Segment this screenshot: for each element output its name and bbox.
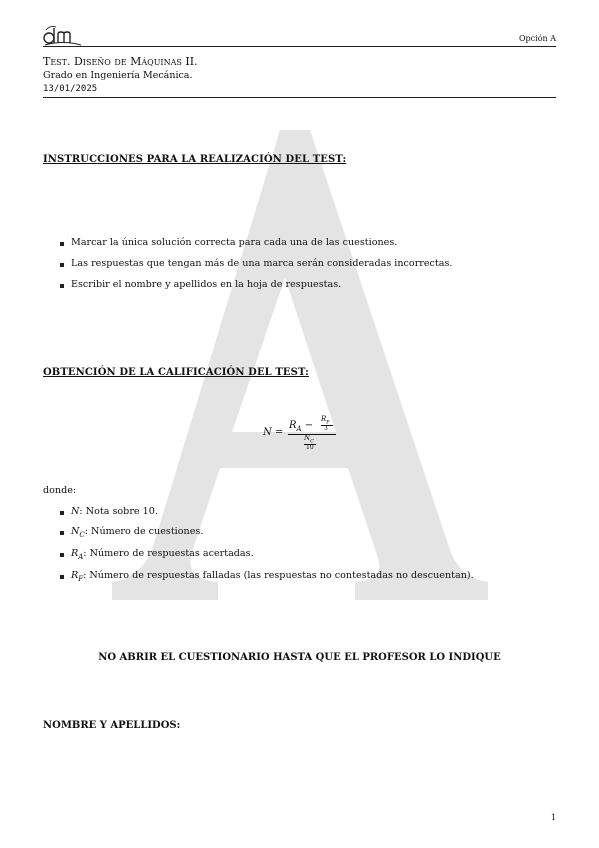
variables-list bbox=[60, 506, 474, 583]
bullet-icon bbox=[60, 553, 64, 557]
list-item: $R_A$: Número de respuestas acertadas. bbox=[60, 548, 474, 561]
bullet-icon bbox=[60, 575, 64, 579]
grading-heading: OBTENCIÓN DE LA CALIFICACIÓN DEL TEST: bbox=[43, 367, 309, 378]
bullet-icon bbox=[60, 263, 64, 267]
list-item: $R_F$: Número de respuestas falladas (las respuestas no contestadas no descuentan). bbox=[60, 570, 474, 583]
list-item: Las respuestas que tengan más de una marca serán consideradas incorrectas. bbox=[60, 258, 452, 269]
list-item: Escribir el nombre y apellidos en la hoja de respuestas. bbox=[60, 279, 452, 290]
do-not-open-notice: NO ABRIR EL CUESTIONARIO HASTA QUE EL PROFESOR LO INDIQUE bbox=[98, 652, 501, 663]
university-logo bbox=[43, 24, 83, 46]
instructions-heading: INSTRUCCIONES PARA LA REALIZACIÓN DEL TEST: bbox=[43, 154, 347, 165]
bullet-icon bbox=[60, 242, 64, 246]
instructions-list bbox=[60, 237, 452, 290]
bullet-icon bbox=[60, 511, 64, 515]
bullet-icon bbox=[60, 284, 64, 288]
list-item: Marcar la única solución correcta para cada una de las cuestiones. bbox=[60, 237, 452, 248]
option-label: Opción A bbox=[518, 34, 556, 43]
list-item: N: Nota sobre 10. bbox=[60, 506, 474, 517]
exam-date: 13/01/2025 bbox=[43, 84, 98, 94]
exam-title: Test. Diseño de Máquinas II. bbox=[43, 55, 198, 68]
where-label: donde: bbox=[43, 485, 77, 496]
list-item: $N_C$: Número de cuestiones. bbox=[60, 526, 474, 539]
header-rule bbox=[43, 46, 556, 47]
title-rule bbox=[43, 97, 556, 98]
degree-name: Grado en Ingeniería Mecánica. bbox=[43, 70, 193, 81]
page-number: 1 bbox=[550, 813, 556, 822]
bullet-icon bbox=[60, 531, 64, 535]
grading-formula: N = $R_A$ − $R_F$ 3 $N_C$ 10 bbox=[263, 415, 343, 455]
name-label: NOMBRE Y APELLIDOS: bbox=[43, 720, 181, 731]
